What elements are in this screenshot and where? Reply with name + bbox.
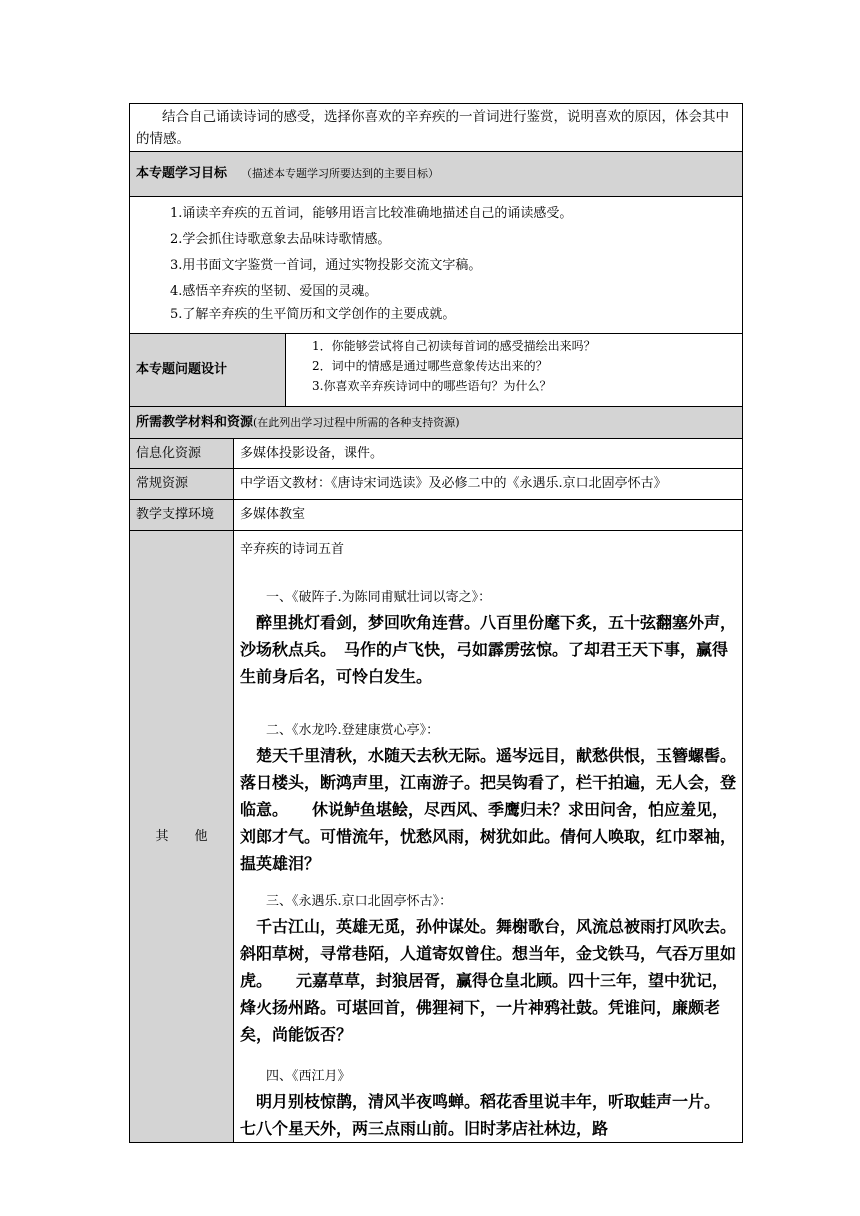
resource-row: [130, 469, 743, 500]
resource-value: 多媒体教室: [234, 500, 743, 531]
intro-row: [130, 104, 743, 152]
poem-title: 四、《西江月》: [266, 1069, 351, 1084]
poem-text: 楚天千里清秋，水随天去秋无际。遥岑远目，献愁供恨，玉簪螺髻。落日楼头，断鸿声里，江南游子。把吴钩看了，栏干拍遍，无人会，登临意。 休说鲈鱼堪鲙，尽西风、季鹰归未？求田问舍，怕应羞见，刘郎才气。可惜流年，忧愁风雨，树犹如此。倩何人唤取，红巾翠袖，揾英雄泪？: [240, 746, 737, 873]
questions-title: 本专题问题设计: [130, 334, 286, 407]
poem-title: 三、《永遇乐.京口北固亭怀古》：: [266, 894, 453, 909]
resources-note: (在此列出学习过程中所需的各种支持资源): [253, 415, 460, 429]
goals-header-row: [130, 152, 743, 197]
resource-value: 中学语文教材：《唐诗宋词选读》及必修二中的《永遇乐.京口北固亭怀古》: [234, 469, 743, 500]
plan-table: [129, 103, 743, 1143]
goal-item: 2.学会抓住诗歌意象去品味诗歌情感。: [170, 232, 391, 247]
resource-label: 常规资源: [130, 469, 234, 500]
question-item: 2．词中的情感是通过哪些意象传达出来的？: [312, 359, 548, 373]
goal-item: 4.感悟辛弃疾的坚韧、爱国的灵魂。: [170, 284, 378, 299]
question-item: 1．你能够尝试将自己初读每首词的感受描绘出来吗？: [312, 339, 596, 353]
goal-item: 3.用书面文字鉴赏一首词，通过实物投影交流文字稿。: [170, 258, 482, 273]
goals-title: 本专题学习目标: [136, 166, 228, 181]
resource-row: [130, 439, 743, 469]
questions-row: [130, 334, 743, 407]
other-label: 其 他: [130, 531, 234, 1143]
other-heading: 辛弃疾的诗词五首: [240, 542, 345, 557]
resources-title: 所需教学材料和资源: [136, 414, 254, 430]
goals-note: （描述本专题学习所要达到的主要目标）: [241, 167, 440, 180]
poem-text: 醉里挑灯看剑，梦回吹角连营。八百里份麾下炙，五十弦翻塞外声，沙场秋点兵。 马作的卢飞快，弓如霹雳弦惊。了却君王天下事，赢得生前身后名，可怜白发生。: [240, 613, 737, 686]
goal-item: 5.了解辛弃疾的生平简历和文学创作的主要成就。: [170, 307, 456, 322]
resource-value: 多媒体投影设备，课件。: [234, 439, 743, 469]
other-row: [130, 531, 743, 1143]
goal-item: 1.诵读辛弃疾的五首词，能够用语言比较准确地描述自己的诵读感受。: [170, 206, 573, 221]
resource-label: 教学支撑环境: [130, 500, 234, 531]
goals-row: [130, 197, 743, 334]
poem-title: 一、《破阵子.为陈同甫赋壮词以寄之》：: [266, 590, 492, 605]
poem-text: 千古江山，英雄无觅，孙仲谋处。舞榭歌台，风流总被雨打风吹去。斜阳草树，寻常巷陌，人道寄奴曾住。想当年，金戈铁马，气吞万里如虎。 元嘉草草，封狼居胥，赢得仓皇北顾。四十三年，望中犹记，烽火扬州路。可堪回首，佛狸祠下，一片神鸦社鼓。凭谁问，廉颇老矣，尚能饭否？: [240, 917, 737, 1044]
resources-header-row: [130, 407, 743, 439]
poem-text: 明月别枝惊鹊，清风半夜鸣蝉。稻花香里说丰年，听取蛙声一片。 七八个星天外，两三点雨山前。旧时茅店社林边，路: [240, 1092, 745, 1138]
question-item: 3.你喜欢辛弃疾诗词中的哪些语句？为什么？: [312, 379, 552, 393]
intro-text: 结合自己诵读诗词的感受，选择你喜欢的辛弃疾的一首词进行鉴赏，说明喜欢的原因，体会其中的情感。: [136, 109, 729, 147]
resource-label: 信息化资源: [130, 439, 234, 469]
poem-title: 二、《水龙吟.登建康赏心亭》：: [266, 723, 440, 738]
resource-row: [130, 500, 743, 531]
